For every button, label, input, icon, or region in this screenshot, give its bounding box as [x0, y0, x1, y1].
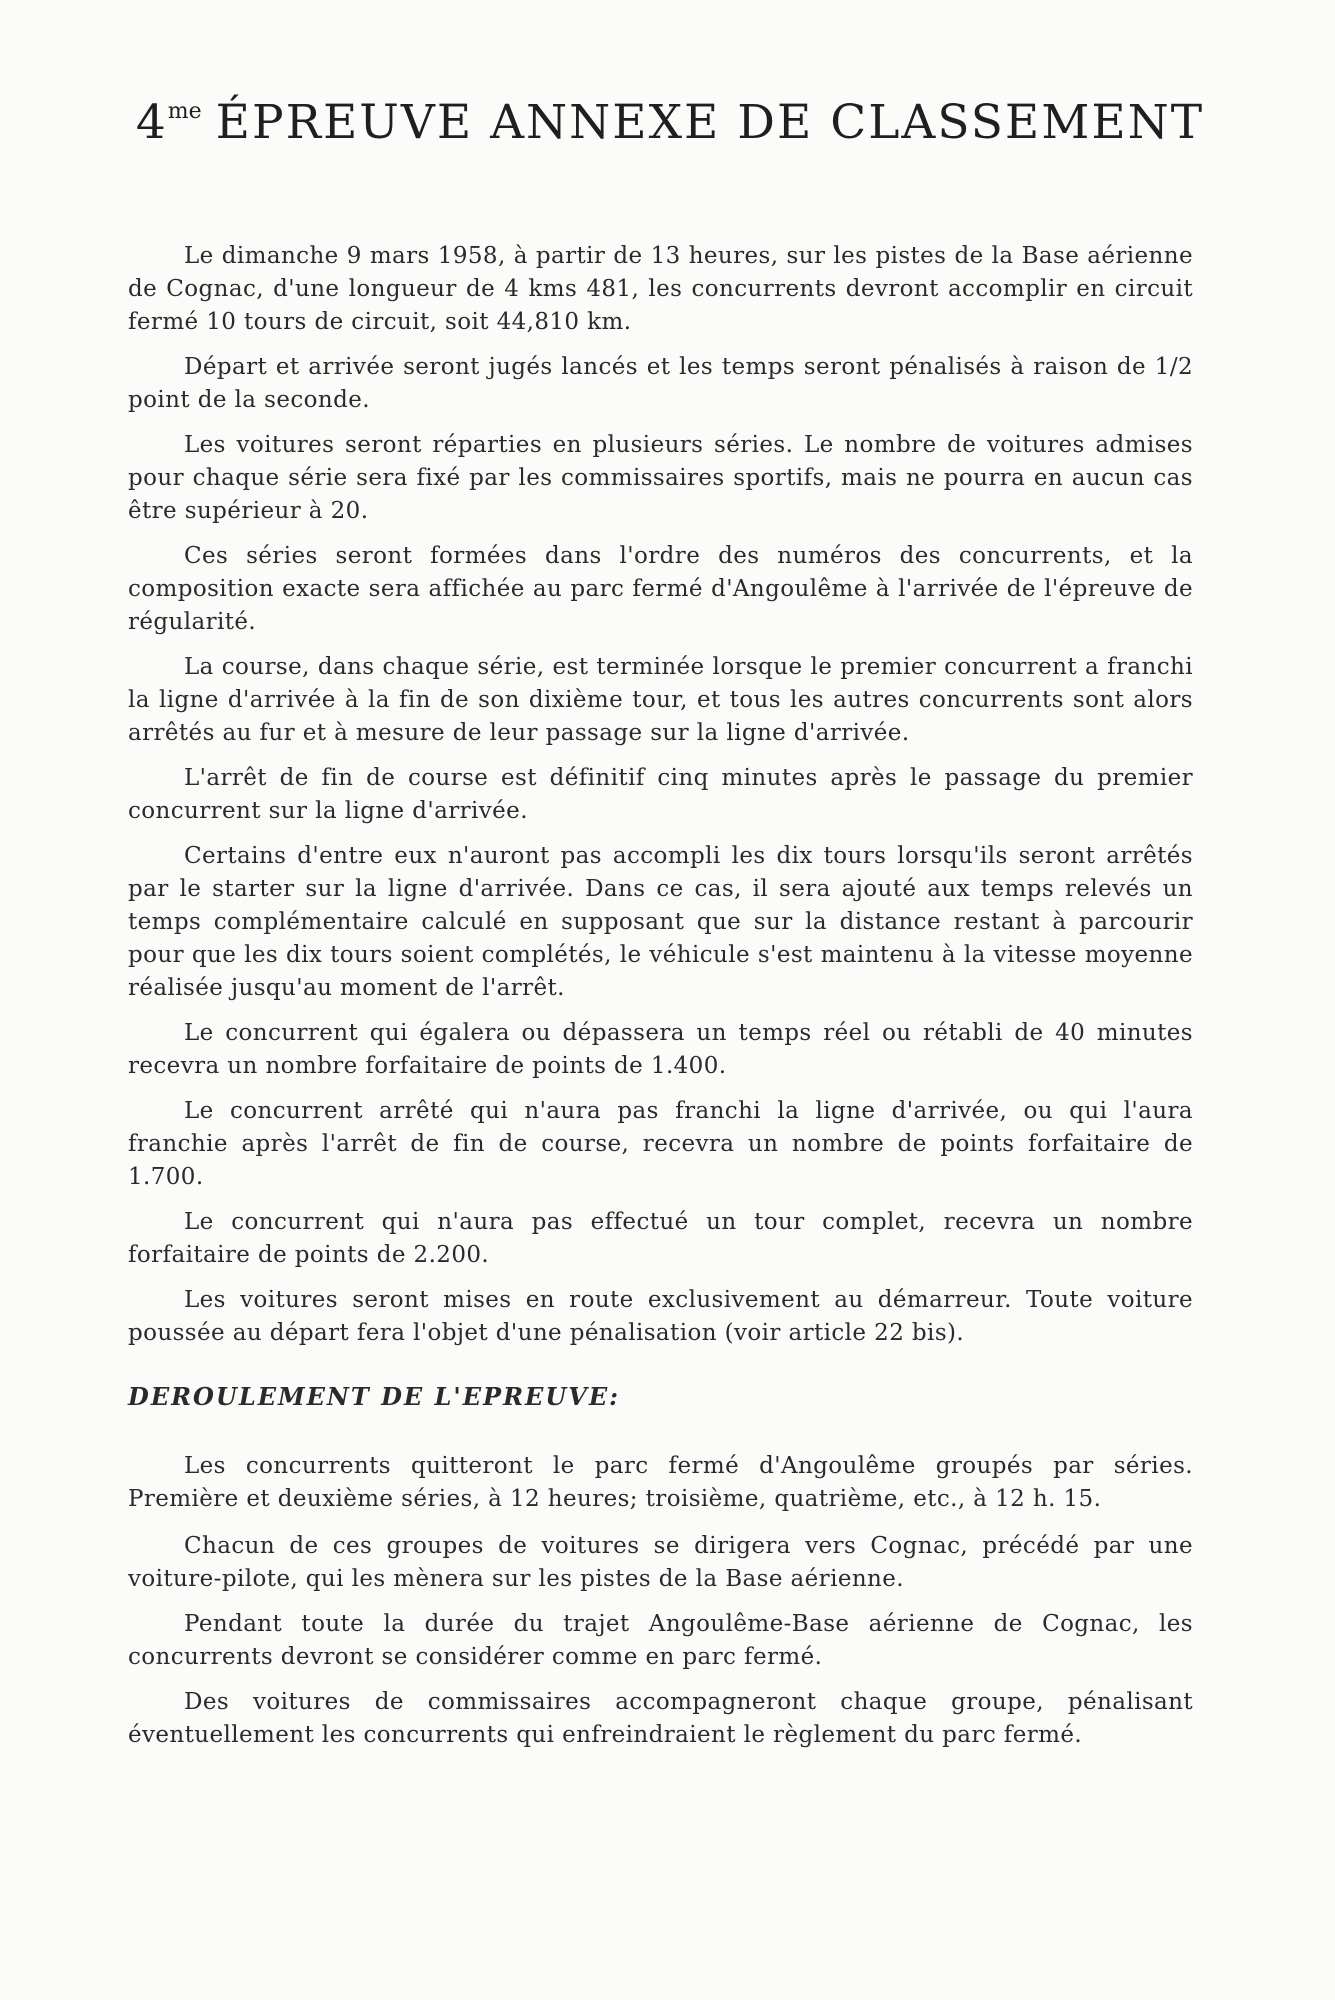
title-ordinal-suffix: me [167, 99, 202, 124]
paragraph: L'arrêt de fin de course est définitif cinq minutes après le passage du premier concurrent sur la ligne d'arrivée. [128, 765, 1193, 824]
paragraph: Le concurrent qui n'aura pas effectué un tour complet, recevra un nombre forfaitaire de points de 2.200. [128, 1209, 1193, 1268]
section-paragraph: Des voitures de commissaires accompagneront chaque groupe, pénalisant éventuellement les concurrents qui enfreindraient le règlement du parc fermé. [128, 1689, 1193, 1748]
paragraph: Les voitures seront mises en route exclusivement au démarreur. Toute voiture poussée au départ fera l'objet d'une pénalisation (voir article 22 bis). [128, 1287, 1193, 1346]
paragraph: Le concurrent arrêté qui n'aura pas franchi la ligne d'arrivée, ou qui l'aura franchie après l'arrêt de fin de course, recevra un nombre de points forfaitaire de 1.700. [128, 1098, 1193, 1190]
title-text: ÉPREUVE ANNEXE DE CLASSEMENT [215, 95, 1205, 150]
title-ordinal-number: 4 [135, 95, 168, 150]
document-body [128, 240, 1193, 1752]
page-title [130, 95, 1210, 150]
paragraph: Le dimanche 9 mars 1958, à partir de 13 heures, sur les pistes de la Base aérienne de Cognac, d'une longueur de 4 kms 481, les concurrents devront accomplir en circuit fermé 10 tours de circuit, soit 44,810 km. [128, 243, 1193, 335]
paragraph: Certains d'entre eux n'auront pas accompli les dix tours lorsqu'ils seront arrêtés par le starter sur la ligne d'arrivée. Dans ce cas, il sera ajouté aux temps relevés un temps complémentaire calculé en supposant que sur la distance restant à parcourir pour que les dix tours soient complétés, le véhicule s'est maintenu à la vitesse moyenne réalisée jusqu'au moment de l'arrêt. [128, 843, 1193, 1001]
section-paragraph: Les concurrents quitteront le parc fermé d'Angoulême groupés par séries. Première et deuxième séries, à 12 heures; troisième, quatrième, etc., à 12 h. 15. [128, 1453, 1193, 1512]
section-paragraph: Chacun de ces groupes de voitures se dirigera vers Cognac, précédé par une voiture-pilote, qui les mènera sur les pistes de la Base aérienne. [128, 1533, 1193, 1592]
section-paragraph: Pendant toute la durée du trajet Angoulême-Base aérienne de Cognac, les concurrents devront se considérer comme en parc fermé. [128, 1611, 1193, 1670]
section-heading: DEROULEMENT DE L'EPREUVE: [128, 1382, 621, 1411]
paragraph: Les voitures seront réparties en plusieurs séries. Le nombre de voitures admises pour chaque série sera fixé par les commissaires sportifs, mais ne pourra en aucun cas être supérieur à 20. [128, 432, 1193, 524]
paragraph: Ces séries seront formées dans l'ordre des numéros des concurrents, et la composition exacte sera affichée au parc fermé d'Angoulême à l'arrivée de l'épreuve de régularité. [128, 543, 1193, 635]
paragraph: La course, dans chaque série, est terminée lorsque le premier concurrent a franchi la ligne d'arrivée à la fin de son dixième tour, et tous les autres concurrents sont alors arrêtés au fur et à mesure de leur passage sur la ligne d'arrivée. [128, 654, 1193, 746]
paragraph: Le concurrent qui égalera ou dépassera un temps réel ou rétabli de 40 minutes recevra un nombre forfaitaire de points de 1.400. [128, 1020, 1193, 1079]
paragraph: Départ et arrivée seront jugés lancés et les temps seront pénalisés à raison de 1/2 point de la seconde. [128, 354, 1193, 413]
